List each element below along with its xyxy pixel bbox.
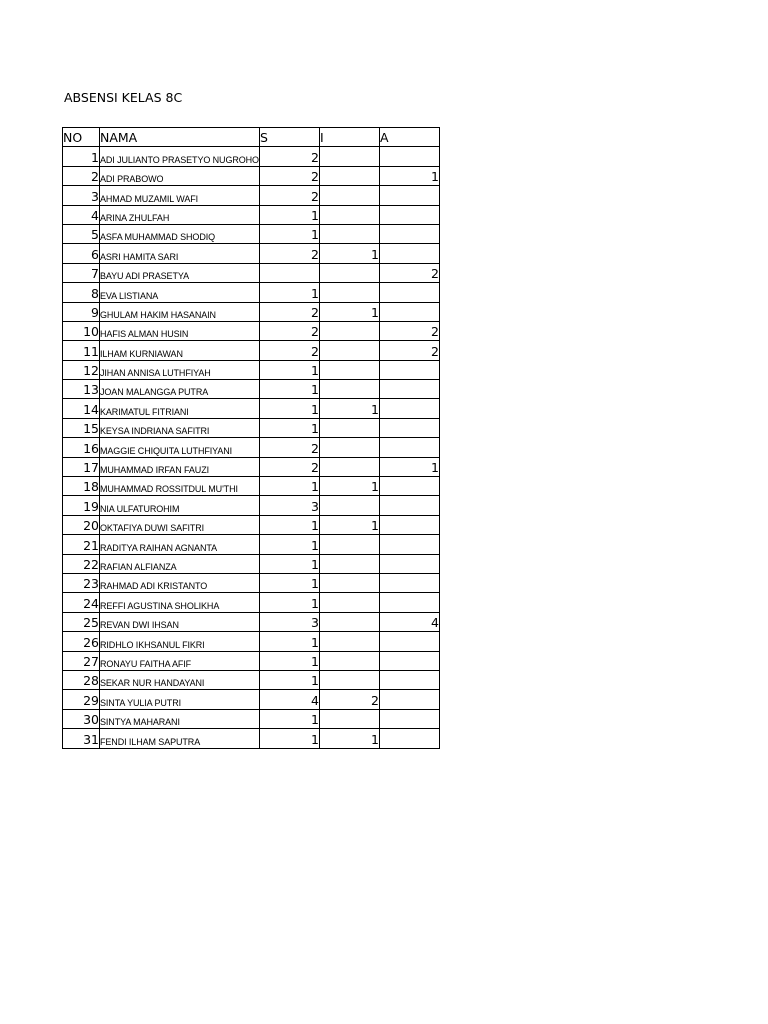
table-row <box>63 573 440 592</box>
table-row <box>63 632 440 651</box>
cell-no[interactable]: 7 <box>63 263 100 282</box>
sheet-title: ABSENSI KELAS 8C <box>64 90 183 105</box>
cell-i[interactable]: 1 <box>319 515 379 534</box>
cell-s[interactable]: 2 <box>259 147 319 166</box>
table-row <box>63 283 440 302</box>
header-a[interactable]: A <box>379 128 439 147</box>
table-row <box>63 186 440 205</box>
cell-nama[interactable]: ARINA ZHULFAH <box>100 205 260 224</box>
table-row <box>63 709 440 728</box>
cell-s[interactable]: 1 <box>259 418 319 437</box>
header-row <box>63 128 440 147</box>
cell-nama[interactable]: RONAYU FAITHA AFIF <box>100 651 260 670</box>
cell-no[interactable]: 26 <box>63 632 100 651</box>
cell-s[interactable]: 1 <box>259 205 319 224</box>
cell-s[interactable]: 1 <box>259 670 319 689</box>
cell-i[interactable] <box>319 224 379 243</box>
cell-nama[interactable]: RIDHLO IKHSANUL FIKRI <box>100 632 260 651</box>
cell-a[interactable] <box>379 535 439 554</box>
cell-i[interactable] <box>319 612 379 631</box>
header-i[interactable]: I <box>319 128 379 147</box>
cell-no[interactable]: 25 <box>63 612 100 631</box>
cell-a[interactable] <box>379 302 439 321</box>
table-row <box>63 535 440 554</box>
table-row <box>63 399 440 418</box>
cell-nama[interactable]: BAYU ADI PRASETYA <box>100 263 260 282</box>
cell-i[interactable]: 1 <box>319 729 379 748</box>
cell-i[interactable] <box>319 438 379 457</box>
cell-a[interactable] <box>379 399 439 418</box>
cell-nama[interactable]: ADI JULIANTO PRASETYO NUGROHO <box>100 147 260 166</box>
cell-i[interactable] <box>319 283 379 302</box>
cell-nama[interactable]: EVA LISTIANA <box>100 283 260 302</box>
cell-a[interactable] <box>379 632 439 651</box>
cell-a[interactable] <box>379 690 439 709</box>
cell-nama[interactable]: JIHAN ANNISA LUTHFIYAH <box>100 360 260 379</box>
table-row <box>63 477 440 496</box>
cell-no[interactable]: 11 <box>63 341 100 360</box>
cell-nama[interactable]: KARIMATUL FITRIANI <box>100 399 260 418</box>
cell-no[interactable]: 29 <box>63 690 100 709</box>
table-row <box>63 205 440 224</box>
cell-s[interactable]: 1 <box>259 729 319 748</box>
table-row <box>63 496 440 515</box>
cell-s[interactable]: 1 <box>259 477 319 496</box>
table-row <box>63 593 440 612</box>
table-row <box>63 554 440 573</box>
table-row <box>63 263 440 282</box>
cell-no[interactable]: 13 <box>63 380 100 399</box>
table-row <box>63 612 440 631</box>
table-row <box>63 302 440 321</box>
cell-a[interactable] <box>379 283 439 302</box>
cell-no[interactable]: 21 <box>63 535 100 554</box>
cell-a[interactable] <box>379 244 439 263</box>
cell-a[interactable] <box>379 380 439 399</box>
cell-nama[interactable]: SINTA YULIA PUTRI <box>100 690 260 709</box>
cell-no[interactable]: 6 <box>63 244 100 263</box>
cell-s[interactable]: 1 <box>259 399 319 418</box>
cell-nama[interactable]: MUHAMMAD IRFAN FAUZI <box>100 457 260 476</box>
cell-a[interactable]: 2 <box>379 341 439 360</box>
cell-no[interactable]: 12 <box>63 360 100 379</box>
cell-s[interactable]: 1 <box>259 515 319 534</box>
cell-s[interactable]: 2 <box>259 438 319 457</box>
cell-a[interactable]: 2 <box>379 321 439 340</box>
cell-s[interactable]: 3 <box>259 496 319 515</box>
cell-s[interactable]: 2 <box>259 244 319 263</box>
cell-i[interactable] <box>319 457 379 476</box>
cell-no[interactable]: 20 <box>63 515 100 534</box>
cell-nama[interactable]: MUHAMMAD ROSSITDUL MU'THI <box>100 477 260 496</box>
cell-nama[interactable]: GHULAM HAKIM HASANAIN <box>100 302 260 321</box>
cell-s[interactable]: 1 <box>259 651 319 670</box>
cell-a[interactable] <box>379 205 439 224</box>
cell-nama[interactable]: OKTAFIYA DUWI SAFITRI <box>100 515 260 534</box>
cell-s[interactable]: 1 <box>259 283 319 302</box>
cell-no[interactable]: 19 <box>63 496 100 515</box>
cell-i[interactable] <box>319 496 379 515</box>
cell-a[interactable] <box>379 729 439 748</box>
cell-i[interactable] <box>319 554 379 573</box>
cell-nama[interactable]: ASFA MUHAMMAD SHODIQ <box>100 224 260 243</box>
cell-i[interactable]: 1 <box>319 399 379 418</box>
cell-s[interactable]: 2 <box>259 321 319 340</box>
cell-s[interactable]: 1 <box>259 380 319 399</box>
cell-i[interactable] <box>319 670 379 689</box>
cell-i[interactable] <box>319 651 379 670</box>
table-row <box>63 244 440 263</box>
cell-nama[interactable]: NIA ULFATUROHIM <box>100 496 260 515</box>
cell-no[interactable]: 2 <box>63 166 100 185</box>
table-row <box>63 166 440 185</box>
cell-nama[interactable]: JOAN MALANGGA PUTRA <box>100 380 260 399</box>
cell-nama[interactable]: KEYSA INDRIANA SAFITRI <box>100 418 260 437</box>
cell-nama[interactable]: REFFI AGUSTINA SHOLIKHA <box>100 593 260 612</box>
cell-i[interactable] <box>319 418 379 437</box>
header-no[interactable]: NO <box>63 128 100 147</box>
cell-a[interactable] <box>379 186 439 205</box>
cell-no[interactable]: 1 <box>63 147 100 166</box>
cell-a[interactable] <box>379 651 439 670</box>
table-row <box>63 224 440 243</box>
cell-no[interactable]: 5 <box>63 224 100 243</box>
cell-a[interactable] <box>379 515 439 534</box>
cell-s[interactable]: 1 <box>259 709 319 728</box>
table-row <box>63 651 440 670</box>
cell-a[interactable] <box>379 554 439 573</box>
cell-a[interactable] <box>379 670 439 689</box>
cell-s[interactable]: 4 <box>259 690 319 709</box>
table-row <box>63 438 440 457</box>
cell-no[interactable]: 15 <box>63 418 100 437</box>
cell-no[interactable]: 14 <box>63 399 100 418</box>
cell-no[interactable]: 4 <box>63 205 100 224</box>
table-row <box>63 321 440 340</box>
cell-s[interactable]: 2 <box>259 186 319 205</box>
cell-a[interactable] <box>379 224 439 243</box>
cell-s[interactable]: 1 <box>259 360 319 379</box>
cell-no[interactable]: 9 <box>63 302 100 321</box>
cell-a[interactable]: 4 <box>379 612 439 631</box>
cell-a[interactable] <box>379 593 439 612</box>
cell-i[interactable] <box>319 205 379 224</box>
table-row <box>63 380 440 399</box>
cell-a[interactable]: 1 <box>379 166 439 185</box>
cell-i[interactable] <box>319 147 379 166</box>
attendance-table <box>62 127 440 749</box>
cell-no[interactable]: 31 <box>63 729 100 748</box>
cell-nama[interactable]: HAFIS ALMAN HUSIN <box>100 321 260 340</box>
cell-no[interactable]: 17 <box>63 457 100 476</box>
cell-s[interactable]: 1 <box>259 224 319 243</box>
cell-a[interactable] <box>379 418 439 437</box>
cell-nama[interactable]: MAGGIE CHIQUITA LUTHFIYANI <box>100 438 260 457</box>
cell-a[interactable] <box>379 147 439 166</box>
cell-i[interactable] <box>319 573 379 592</box>
cell-no[interactable]: 22 <box>63 554 100 573</box>
cell-no[interactable]: 28 <box>63 670 100 689</box>
cell-s[interactable]: 1 <box>259 573 319 592</box>
cell-no[interactable]: 8 <box>63 283 100 302</box>
table-row <box>63 418 440 437</box>
cell-s[interactable]: 2 <box>259 457 319 476</box>
cell-no[interactable]: 24 <box>63 593 100 612</box>
cell-nama[interactable]: SINTYA MAHARANI <box>100 709 260 728</box>
cell-i[interactable] <box>319 263 379 282</box>
cell-i[interactable]: 1 <box>319 477 379 496</box>
cell-nama[interactable]: FENDI ILHAM SAPUTRA <box>100 729 260 748</box>
cell-i[interactable] <box>319 186 379 205</box>
cell-a[interactable] <box>379 360 439 379</box>
cell-a[interactable] <box>379 477 439 496</box>
cell-s[interactable]: 2 <box>259 302 319 321</box>
cell-nama[interactable]: ASRI HAMITA SARI <box>100 244 260 263</box>
cell-s[interactable]: 2 <box>259 166 319 185</box>
cell-i[interactable] <box>319 535 379 554</box>
header-nama[interactable]: NAMA <box>100 128 260 147</box>
table-row <box>63 690 440 709</box>
cell-s[interactable]: 1 <box>259 535 319 554</box>
cell-i[interactable]: 2 <box>319 690 379 709</box>
cell-s[interactable]: 1 <box>259 632 319 651</box>
cell-a[interactable] <box>379 573 439 592</box>
cell-i[interactable]: 1 <box>319 302 379 321</box>
cell-nama[interactable]: ILHAM KURNIAWAN <box>100 341 260 360</box>
cell-nama[interactable]: ADI PRABOWO <box>100 166 260 185</box>
cell-i[interactable] <box>319 321 379 340</box>
cell-a[interactable] <box>379 709 439 728</box>
cell-no[interactable]: 23 <box>63 573 100 592</box>
cell-i[interactable] <box>319 709 379 728</box>
table-row <box>63 670 440 689</box>
cell-nama[interactable]: REVAN DWI IHSAN <box>100 612 260 631</box>
table-row <box>63 360 440 379</box>
cell-i[interactable] <box>319 360 379 379</box>
cell-i[interactable] <box>319 632 379 651</box>
cell-no[interactable]: 27 <box>63 651 100 670</box>
cell-no[interactable]: 18 <box>63 477 100 496</box>
cell-no[interactable]: 3 <box>63 186 100 205</box>
table-row <box>63 729 440 748</box>
cell-s[interactable] <box>259 263 319 282</box>
cell-i[interactable] <box>319 166 379 185</box>
cell-s[interactable]: 1 <box>259 554 319 573</box>
header-s[interactable]: S <box>259 128 319 147</box>
cell-a[interactable]: 1 <box>379 457 439 476</box>
cell-a[interactable] <box>379 438 439 457</box>
cell-i[interactable] <box>319 593 379 612</box>
table-row <box>63 341 440 360</box>
cell-s[interactable]: 1 <box>259 593 319 612</box>
cell-a[interactable]: 2 <box>379 263 439 282</box>
cell-i[interactable] <box>319 341 379 360</box>
cell-s[interactable]: 3 <box>259 612 319 631</box>
table-row <box>63 457 440 476</box>
cell-no[interactable]: 30 <box>63 709 100 728</box>
table-row <box>63 515 440 534</box>
cell-nama[interactable]: RAHMAD ADI KRISTANTO <box>100 573 260 592</box>
cell-nama[interactable]: SEKAR NUR HANDAYANI <box>100 670 260 689</box>
cell-a[interactable] <box>379 496 439 515</box>
cell-nama[interactable]: RAFIAN ALFIANZA <box>100 554 260 573</box>
table-row <box>63 147 440 166</box>
cell-nama[interactable]: AHMAD MUZAMIL WAFI <box>100 186 260 205</box>
cell-no[interactable]: 10 <box>63 321 100 340</box>
cell-i[interactable] <box>319 380 379 399</box>
cell-nama[interactable]: RADITYA RAIHAN AGNANTA <box>100 535 260 554</box>
cell-i[interactable]: 1 <box>319 244 379 263</box>
cell-s[interactable]: 2 <box>259 341 319 360</box>
cell-no[interactable]: 16 <box>63 438 100 457</box>
